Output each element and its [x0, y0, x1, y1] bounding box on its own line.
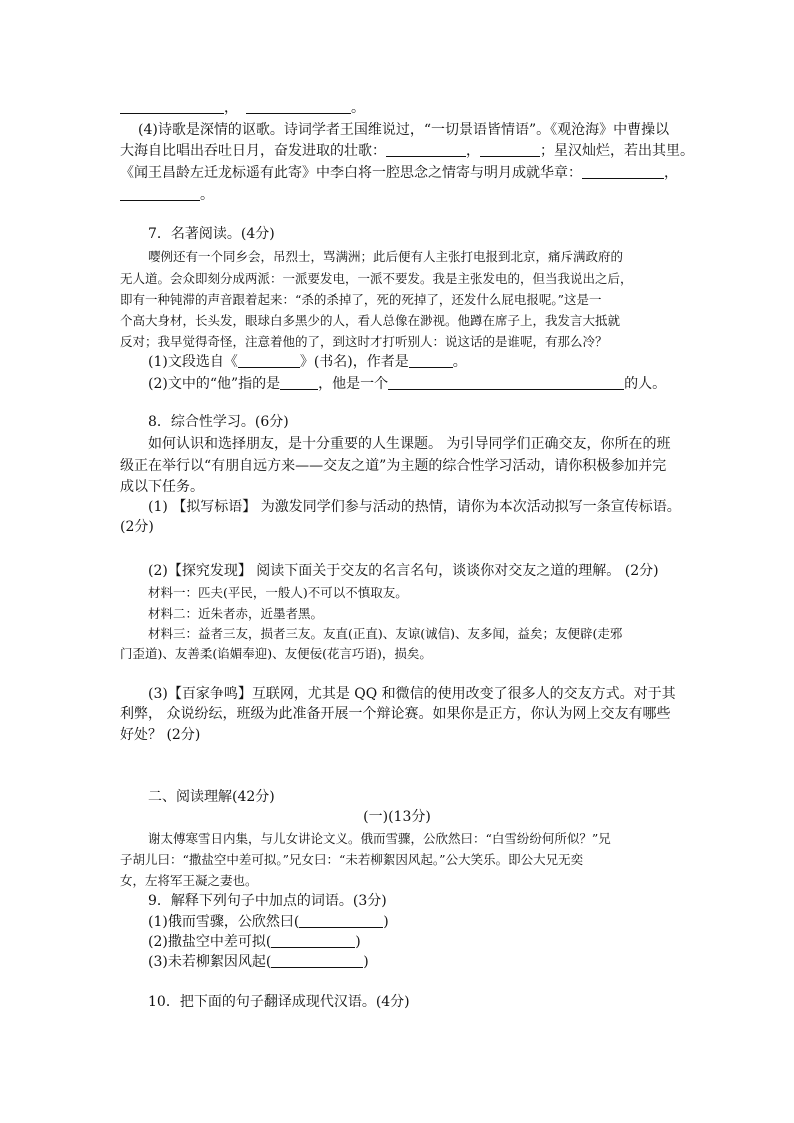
q7-passage-line: 嘤例还有一个同乡会，吊烈士，骂满洲；此后便有人主张打电报到北京，痛斥满政府的 [148, 249, 624, 264]
q6-4-line4: 。 [120, 186, 214, 204]
q8-task3: (3)【百家争鸣】互联网，尤其是 QQ 和微信的使用改变了很多人的交友方式。对于其 [148, 686, 676, 702]
q8-material: 材料三：益者三友，损者三友。友直(正直)、友谅(诚信)、友多闻，益矣；友便辟(走邪 [148, 626, 623, 641]
q7-passage-line: 无人道。会众即刻分成两派：一派要发电，一派不要发。我是主张发电的，但当我说出之后， [120, 271, 633, 286]
classical-passage-line: 子胡儿曰：“撒盐空中差可拟。”兄女曰：“未若柳絮因风起。”公大笑乐。即公大兄无奕 [120, 852, 584, 867]
q6-4-line3: 《闻王昌龄左迁龙标遥有此寄》中李白将一腔思念之情寄与明月成就华章： ， [120, 165, 678, 181]
q7-sub1: (1)文段选自《 》(书名)，作者是 。 [148, 354, 467, 370]
q8-material: 材料二：近朱者赤，近墨者黑。 [148, 606, 324, 621]
author-blank[interactable] [409, 353, 453, 368]
answer-blank[interactable] [299, 913, 383, 928]
q9-item: (1)俄而雪骤，公欣然曰( ) [148, 914, 389, 930]
q8-task1-score: (2分) [120, 519, 154, 535]
top-blank-line: ， 。 [120, 99, 365, 117]
q8-task2: (2)【探究发现】 阅读下面关于交友的名言名句，谈谈你对交友之道的理解。 (2分) [148, 563, 659, 579]
q8-intro: 成以下任务。 [120, 479, 204, 495]
q6-4-line1: (4)诗歌是深情的讴歌。诗词学者王国维说过，“一切景语皆情语”。《观沧海》中曹操以 [138, 122, 670, 138]
q8-task3: 好处？ (2分) [120, 727, 201, 743]
q8-title: 8．综合性学习。(6分) [148, 414, 289, 430]
q7-passage-line: 个高大身材，长头发，眼球白多黑少的人，看人总像在渺视。他蹲在席子上，我发言大抵就 [120, 313, 621, 328]
answer-blank[interactable] [582, 164, 664, 179]
answer-blank[interactable] [271, 933, 355, 948]
part2-title: 二、阅读理解(42分) [148, 789, 275, 805]
q7-sub2: (2)文中的“他”指的是 ，他是一个 的人。 [148, 376, 667, 392]
q8-intro: 级正在举行以“有朋自远方来——交友之道”为主题的综合性学习活动，请你积极参加并完 [120, 458, 667, 474]
classical-passage-line: 谢太傅寒雪日内集，与儿女讲论文义。俄而雪骤，公欣然曰：“白雪纷纷何所似？”兄 [148, 831, 611, 846]
answer-blank[interactable] [480, 142, 540, 157]
answer-blank[interactable] [120, 99, 224, 114]
answer-blank[interactable] [246, 99, 351, 114]
q6-4-line2: 大海自比唱出吞吐日月，奋发进取的壮歌： ， ；星汉灿烂，若出其里。 [120, 143, 694, 159]
q8-task3: 利弊， 众说纷纭，班级为此准备开展一个辩论赛。如果你是正方，你认为网上交友有哪些 [120, 706, 671, 722]
q7-title: 7．名著阅读。(4分) [148, 226, 275, 242]
q9-title: 9．解释下列句子中加点的词语。(3分) [148, 893, 387, 909]
classical-passage-line: 女，左将军王凝之妻也。 [120, 873, 258, 888]
q7-passage-line: 即有一种钝滞的声音跟着起来：“杀的杀掉了，死的死掉了，还发什么屁电报呢。”这是一 [120, 292, 602, 307]
answer-blank[interactable] [120, 186, 200, 201]
answer-blank[interactable] [386, 142, 466, 157]
answer-blank[interactable] [280, 375, 318, 390]
q9-item: (3)未若柳絮因风起( ) [148, 954, 369, 970]
q8-material: 门歪道)、友善柔(谄媚奉迎)、友便佞(花言巧语)，损矣。 [120, 646, 432, 661]
q10-title: 10．把下面的句子翻译成现代汉语。(4分) [148, 994, 410, 1010]
book-title-blank[interactable] [238, 353, 300, 368]
part2-subtitle: (一)(13分) [363, 809, 431, 825]
q7-passage-line: 反对；我早觉得奇怪，注意着他的了，到这时才打听别人：说这话的是谁呢，有那么冷？ [120, 334, 608, 349]
q8-task1: (1) 【拟写标语】 为激发同学们参与活动的热情，请你为本次活动拟写一条宣传标语。 [148, 499, 681, 515]
answer-blank[interactable] [271, 953, 363, 968]
answer-blank[interactable] [388, 375, 624, 390]
q8-intro: 如何认识和选择朋友，是十分重要的人生课题。 为引导同学们正确交友，你所在的班 [148, 436, 671, 452]
q9-item: (2)撒盐空中差可拟( ) [148, 934, 361, 950]
q8-material: 材料一：匹夫(平民，一般人)不可以不慎取友。 [148, 585, 408, 600]
